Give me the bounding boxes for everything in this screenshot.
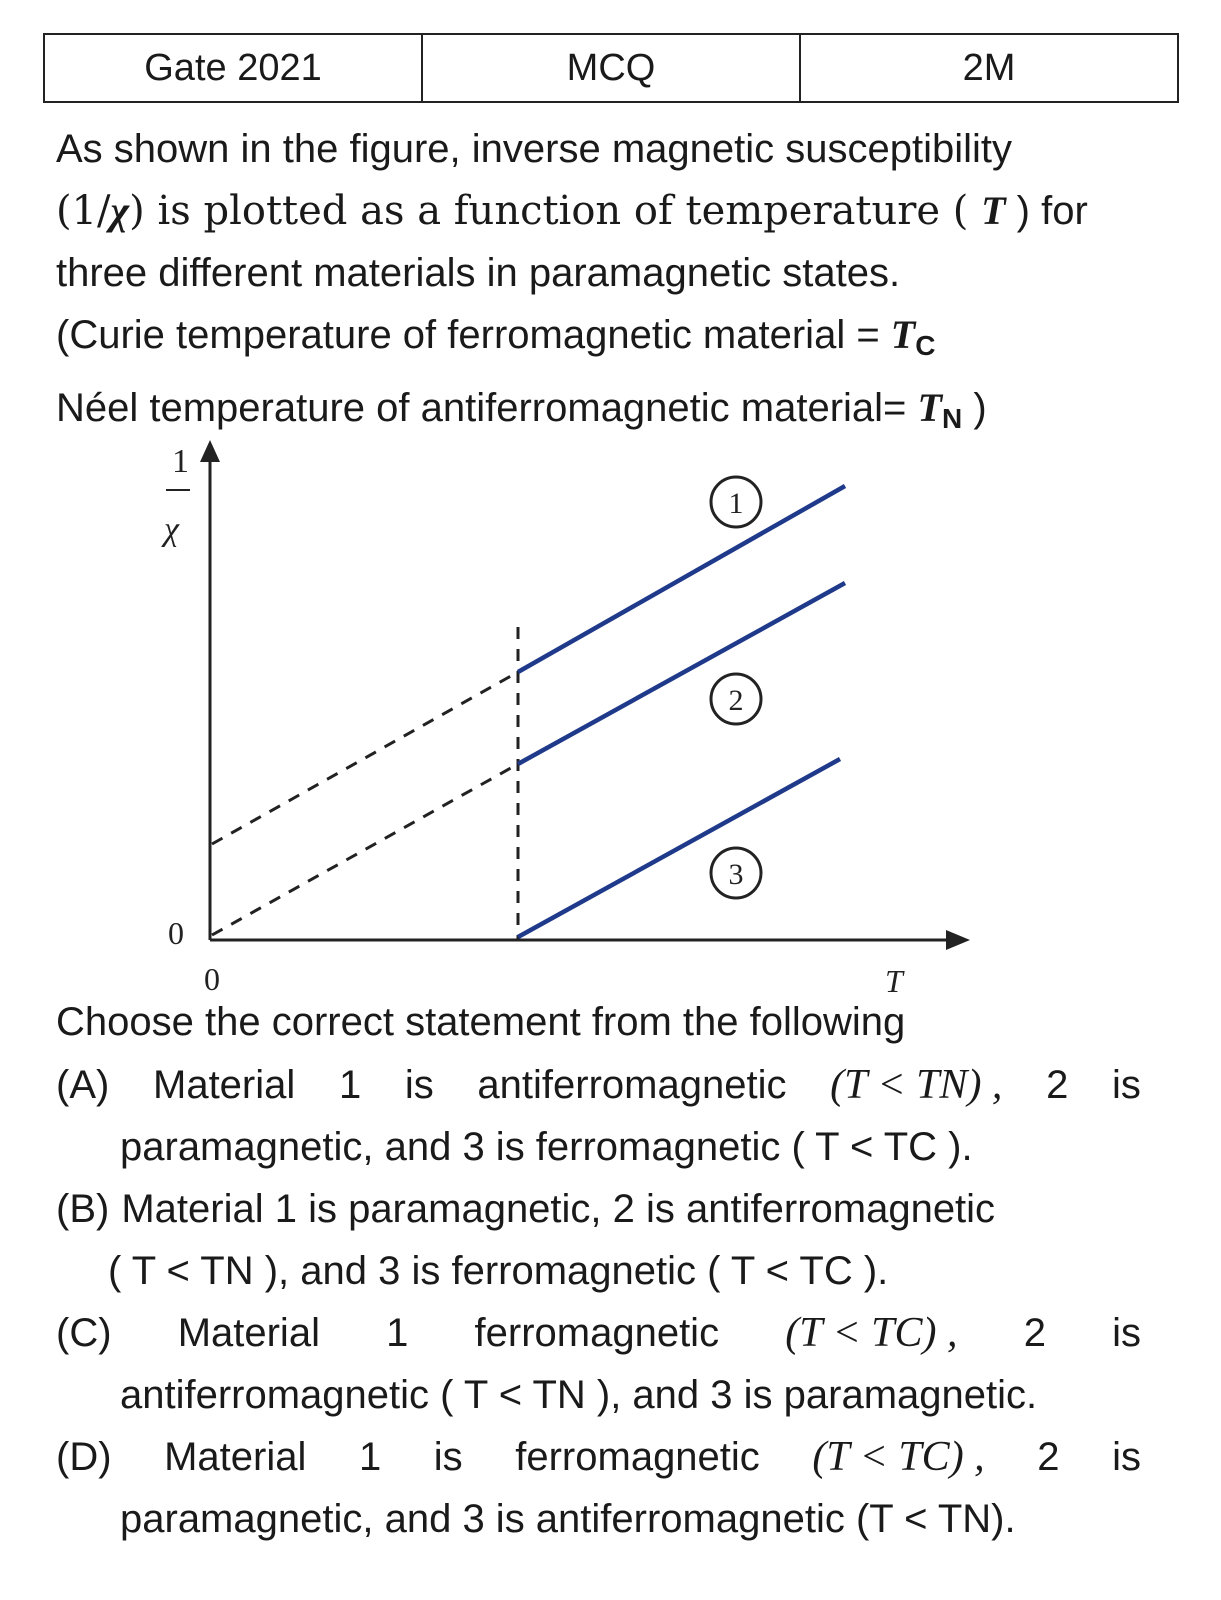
option-b[interactable] (56, 1178, 1141, 1302)
option-d[interactable] (56, 1426, 1141, 1550)
option-b-text: Material 1 is paramagnetic, 2 is antiferromagnetic (121, 1187, 996, 1231)
option-c-line-1 (56, 1302, 1141, 1364)
material-2-line (518, 583, 845, 764)
line-label-3: 3 (728, 858, 744, 891)
temperature-symbol: T (981, 188, 1006, 233)
option-d-word: is (1112, 1435, 1141, 1479)
material-1-line (518, 486, 845, 672)
option-d-word: 2 (1037, 1435, 1060, 1479)
option-a-word: is (1112, 1063, 1141, 1107)
option-c[interactable] (56, 1302, 1141, 1426)
option-d-key: (D) (56, 1435, 112, 1479)
option-c-word: 2 (1023, 1311, 1046, 1355)
extrapolation-dashed-line-1 (212, 672, 518, 844)
question-line-3: three different materials in paramagnetic states. (56, 251, 901, 295)
curie-subscript: C (915, 330, 936, 361)
option-c-word: is (1112, 1311, 1141, 1355)
option-d-line-2: paramagnetic, and 3 is antiferromagnetic (T < TN). (120, 1497, 1016, 1541)
choose-prompt: Choose the correct statement from the following (56, 1000, 906, 1044)
x-label: T (885, 963, 903, 999)
option-a-word: is (404, 1063, 434, 1107)
marks-cell: 2M (962, 46, 1016, 89)
option-a-word: 2 (1046, 1063, 1069, 1107)
option-b-key: (B) (56, 1187, 110, 1231)
question-line-1: As shown in the figure, inverse magnetic susceptibility (56, 127, 1013, 171)
option-c-line-2: antiferromagnetic ( T < TN ), and 3 is paramagnetic. (120, 1373, 1038, 1417)
susceptibility-figure (140, 432, 1040, 1012)
neel-subscript: N (941, 403, 963, 434)
option-d-line-1 (56, 1426, 1141, 1488)
option-a-line-1 (56, 1054, 1141, 1116)
option-a-condition: (T < TN) , (830, 1062, 1003, 1108)
option-c-condition: (T < TC) , (785, 1310, 958, 1356)
neel-close: ) (962, 386, 987, 430)
material-3-line (518, 759, 840, 937)
question-type-cell: MCQ (423, 35, 801, 101)
y-label-denominator: χ (164, 511, 179, 548)
question-line-2-end: ) for (1005, 189, 1088, 233)
option-c-word: ferromagnetic (474, 1311, 720, 1355)
y-axis-arrow-icon (200, 440, 220, 462)
extrapolation-dashed-line-2 (212, 764, 518, 935)
x-origin-label: 0 (204, 961, 220, 997)
option-d-condition: (T < TC) , (812, 1434, 985, 1480)
option-a-line-2: paramagnetic, and 3 is ferromagnetic ( T < TC ). (120, 1125, 973, 1169)
header-table (43, 33, 1179, 103)
option-c-word: Material (177, 1311, 320, 1355)
curie-symbol: T (890, 312, 916, 357)
option-d-word: is (433, 1435, 463, 1479)
option-d-word: ferromagnetic (515, 1435, 760, 1479)
fraction-close: ) is plotted as a function of temperature ( (129, 188, 982, 234)
fraction-open: (1/ (56, 188, 111, 234)
line-label-1: 1 (728, 487, 744, 520)
x-axis-arrow-icon (946, 930, 970, 950)
y-origin-label: 0 (168, 915, 184, 951)
option-d-word: Material (164, 1435, 307, 1479)
question-line-2 (56, 180, 1156, 242)
curie-text: (Curie temperature of ferromagnetic material = (56, 313, 891, 357)
option-a-word: 1 (338, 1063, 362, 1107)
exam-cell: Gate 2021 (45, 35, 423, 101)
option-c-key: (C) (56, 1311, 112, 1355)
option-a-word: Material (153, 1063, 296, 1107)
option-a[interactable] (56, 1054, 1141, 1178)
y-label-numerator: 1 (172, 443, 189, 480)
neel-symbol: T (917, 385, 942, 430)
question-text (56, 118, 1156, 450)
line-label-2: 2 (728, 684, 744, 717)
question-line-4 (56, 304, 1156, 377)
option-d-word: 1 (358, 1435, 382, 1479)
option-a-word: antiferromagnetic (477, 1063, 787, 1107)
neel-text: Néel temperature of antiferromagnetic material= (56, 386, 918, 430)
chi-symbol: χ (110, 188, 130, 233)
option-b-line-2: ( T < TN ), and 3 is ferromagnetic ( T < TC ). (108, 1249, 889, 1293)
option-a-key: (A) (56, 1063, 110, 1107)
option-c-word: 1 (386, 1311, 409, 1355)
option-b-line-1 (56, 1178, 1141, 1240)
